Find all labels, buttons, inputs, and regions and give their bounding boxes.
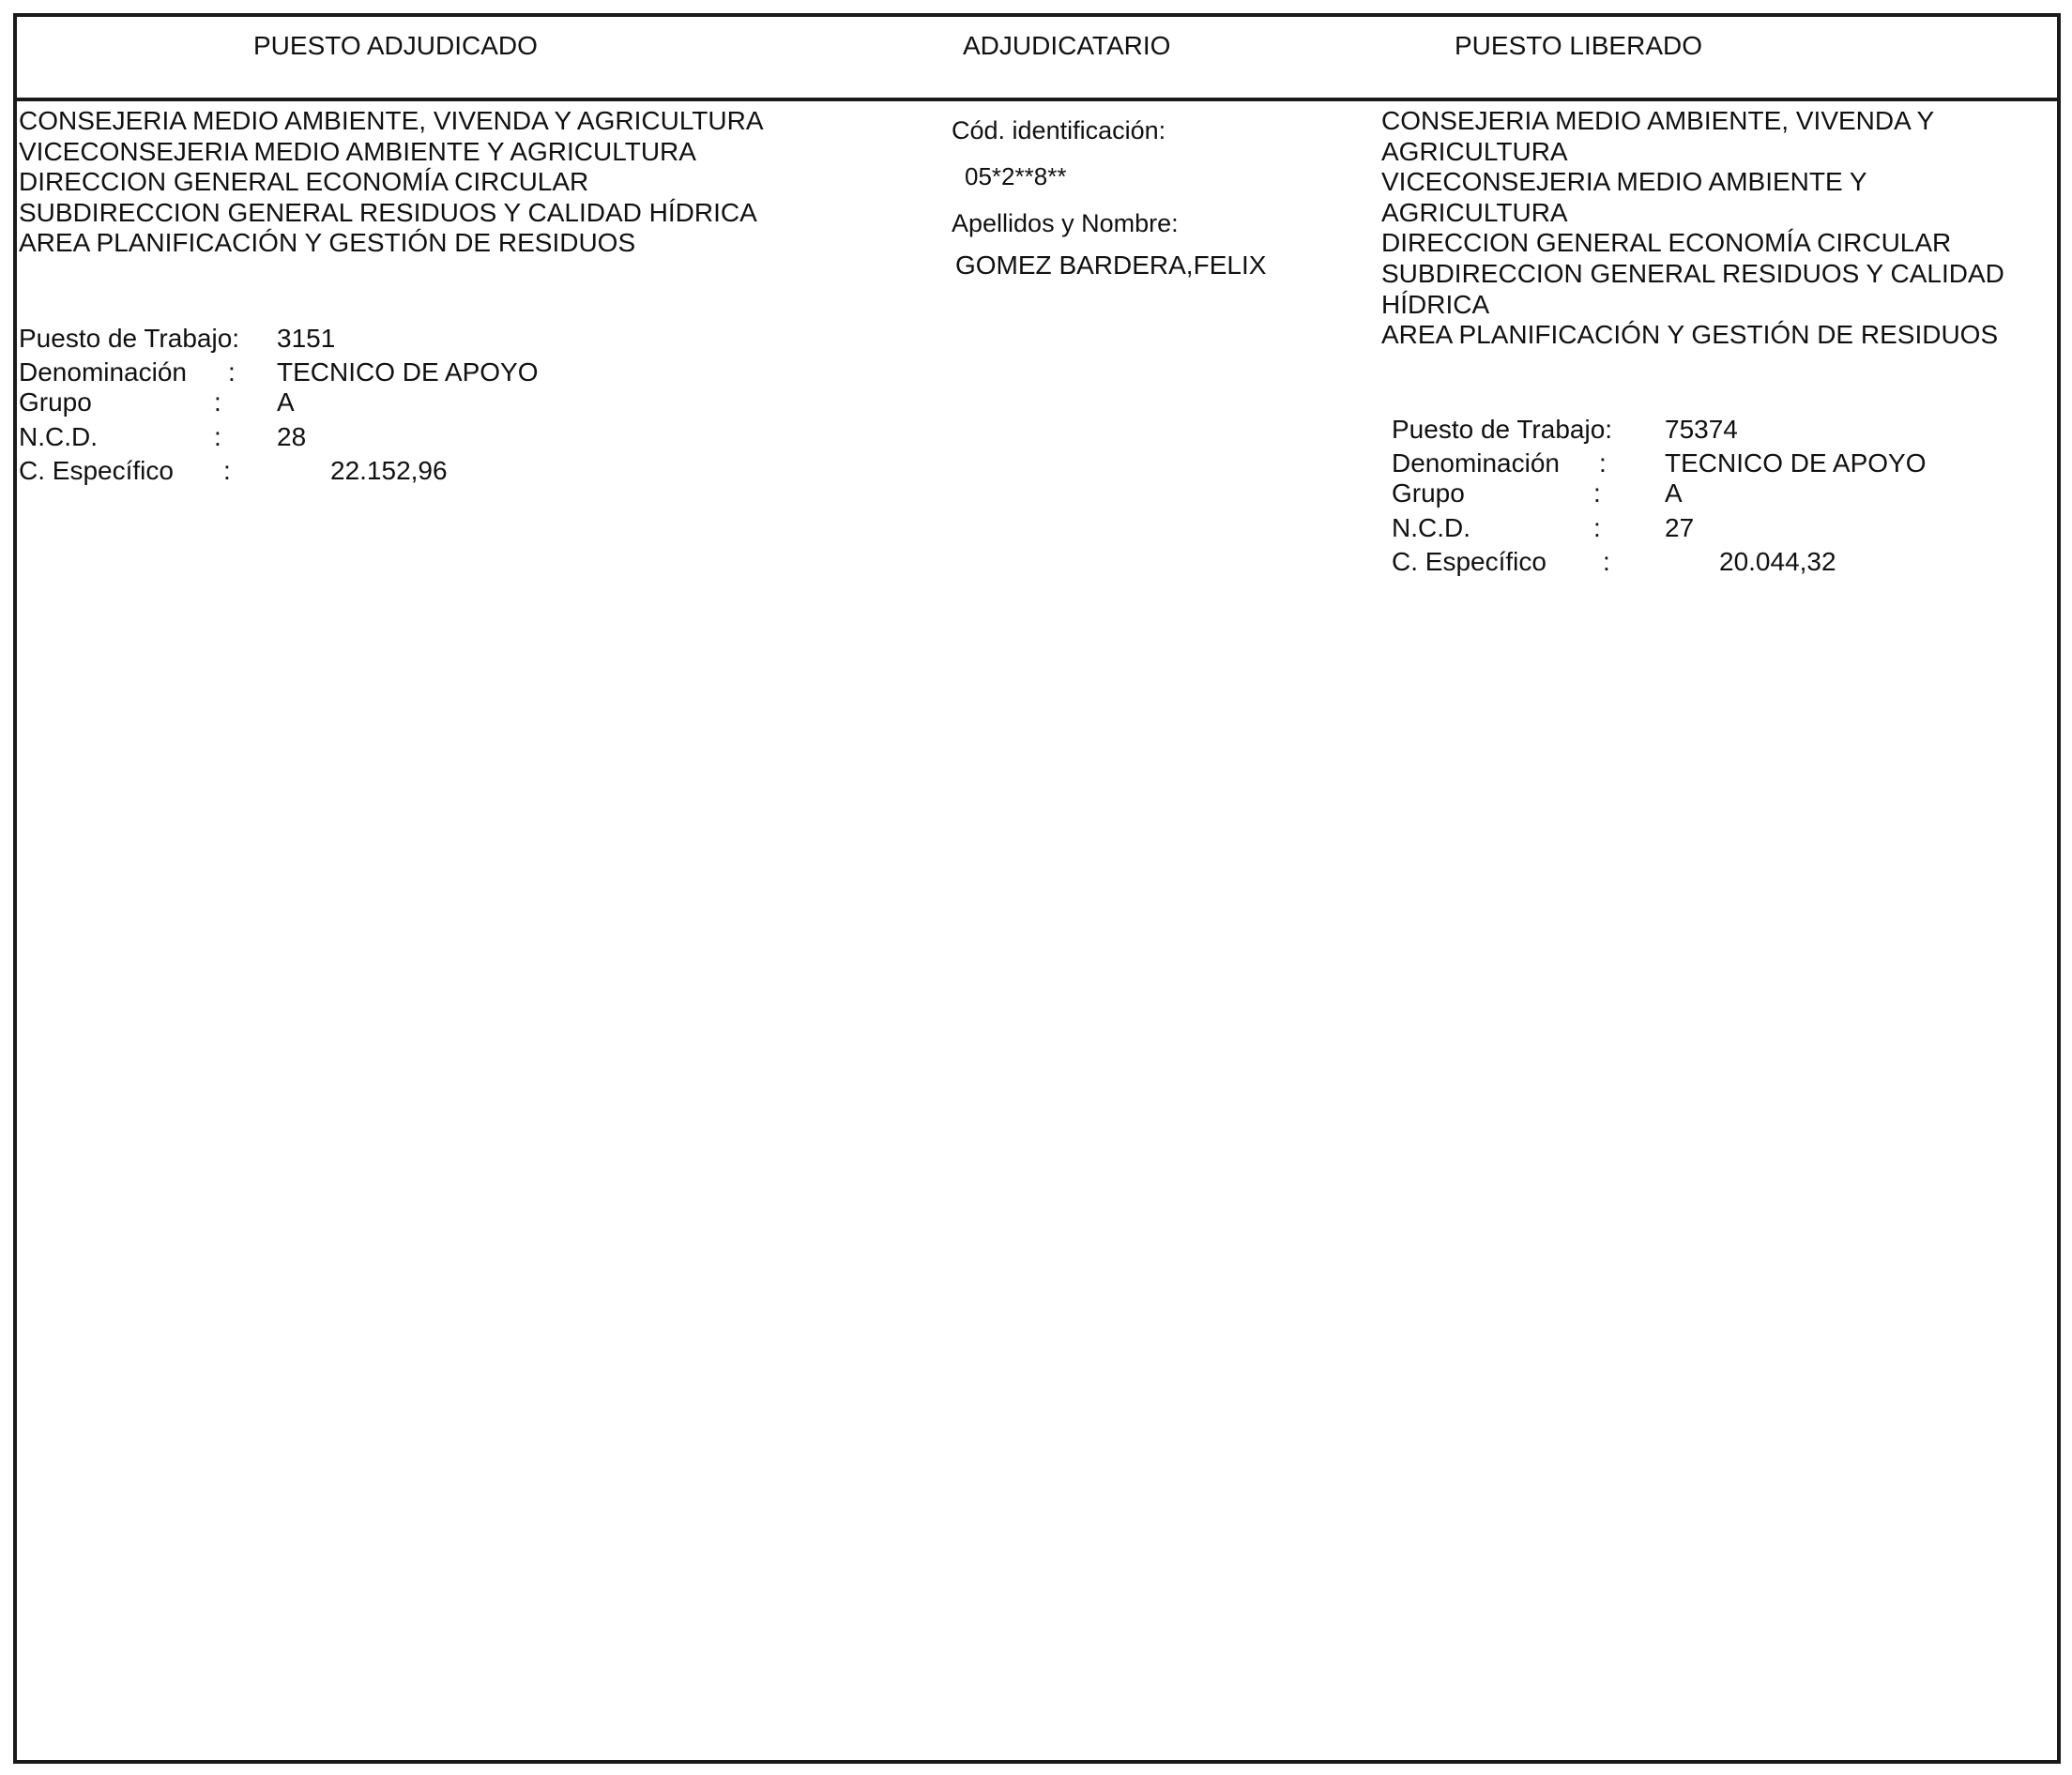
header-puesto-liberado: PUESTO LIBERADO [1455,31,1703,60]
liberado-especifico-label: C. Específico [1392,547,1546,576]
adjudicado-especifico-value: 22.152,96 [330,456,448,485]
liberado-especifico-value: 20.044,32 [1719,547,1836,576]
adjudicado-org-line: DIRECCION GENERAL ECONOMÍA CIRCULAR [19,167,589,197]
adjudicado-puesto-value: 3151 [277,324,336,353]
adjudicatario-cod-value: 05*2**8** [965,162,1067,190]
liberado-denominacion-colon: : [1599,448,1607,478]
liberado-org-line: AGRICULTURA [1381,197,1568,227]
liberado-denominacion-label: Denominación [1392,448,1560,478]
adjudicado-denominacion-label: Denominación [19,357,187,387]
liberado-grupo-value: A [1665,478,1683,508]
liberado-especifico-colon: : [1603,547,1610,576]
header-divider [13,98,2061,101]
adjudicado-especifico-label: C. Específico [19,456,174,485]
adjudicado-especifico-colon: : [223,456,231,485]
adjudicatario-nombre-label: Apellidos y Nombre: [952,209,1179,237]
adjudicado-ncd-colon: : [214,422,221,451]
liberado-puesto-label: Puesto de Trabajo: [1392,415,1613,444]
adjudicado-denominacion-colon: : [228,357,236,387]
liberado-ncd-label: N.C.D. [1392,513,1470,542]
liberado-org-line: AGRICULTURA [1381,136,1568,166]
adjudicado-org-line: AREA PLANIFICACIÓN Y GESTIÓN DE RESIDUOS [19,228,636,258]
liberado-org-line: SUBDIRECCION GENERAL RESIDUOS Y CALIDAD [1381,258,2004,288]
liberado-ncd-colon: : [1593,513,1601,542]
adjudicatario-cod-label: Cód. identificación: [952,116,1166,144]
liberado-denominacion-value: TECNICO DE APOYO [1665,448,1927,478]
adjudicado-ncd-value: 28 [277,422,307,451]
adjudicado-puesto-label: Puesto de Trabajo: [19,324,240,353]
liberado-org-line: CONSEJERIA MEDIO AMBIENTE, VIVENDA Y [1381,106,1935,135]
liberado-puesto-value: 75374 [1665,415,1738,444]
liberado-grupo-label: Grupo [1392,478,1465,508]
adjudicado-ncd-label: N.C.D. [19,422,98,451]
adjudicado-org-line: SUBDIRECCION GENERAL RESIDUOS Y CALIDAD HÍDRICA [19,197,757,227]
adjudicado-org-block [19,106,764,259]
adjudicado-denominacion-value: TECNICO DE APOYO [277,357,539,387]
adjudicatario-nombre-value: GOMEZ BARDERA,FELIX [955,250,1267,280]
liberado-grupo-colon: : [1593,478,1601,508]
header-puesto-adjudicado: PUESTO ADJUDICADO [253,31,538,60]
liberado-org-line: HÍDRICA [1381,289,1490,319]
liberado-org-line: DIRECCION GENERAL ECONOMÍA CIRCULAR [1381,228,1952,258]
adjudicado-grupo-colon: : [214,387,221,417]
adjudicado-grupo-value: A [277,387,295,417]
adjudicado-org-line: CONSEJERIA MEDIO AMBIENTE, VIVENDA Y AGRICULTURA [19,106,764,135]
liberado-ncd-value: 27 [1665,513,1695,542]
liberado-org-line: AREA PLANIFICACIÓN Y GESTIÓN DE RESIDUOS [1381,320,1999,350]
liberado-org-block [1381,106,2004,351]
liberado-org-line: VICECONSEJERIA MEDIO AMBIENTE Y [1381,167,1867,197]
adjudicado-org-line: VICECONSEJERIA MEDIO AMBIENTE Y AGRICULTURA [19,136,696,166]
adjudicado-grupo-label: Grupo [19,387,92,417]
header-adjudicatario: ADJUDICATARIO [963,31,1171,60]
